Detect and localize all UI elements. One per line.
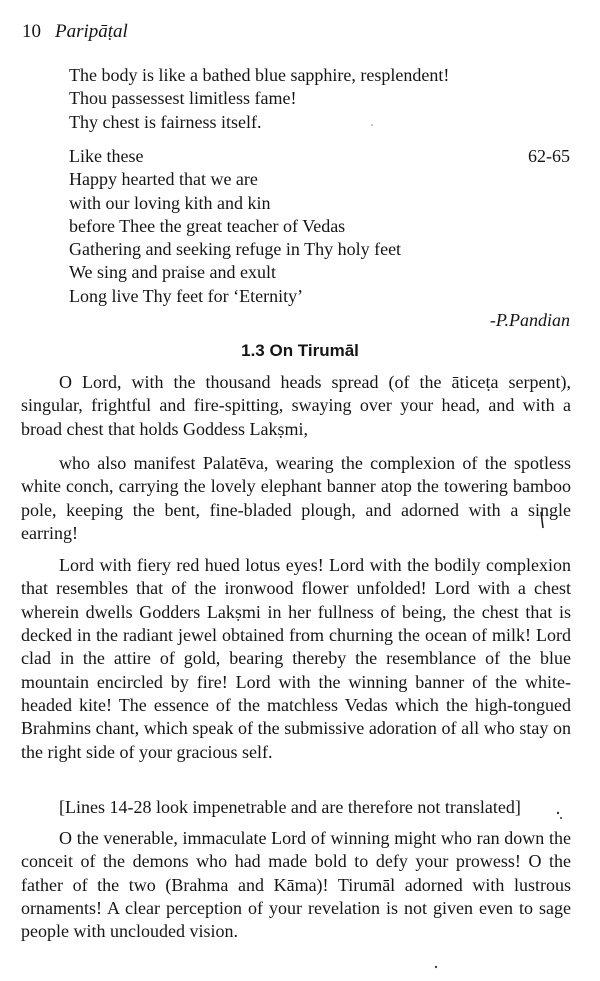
paragraph-text: O Lord, with the thousand heads spread (of the āticeṭa serpent), singular, frightful and fire-spitting, swaying over your head, and with a broad chest that holds Goddess Lakṣmi, bbox=[21, 372, 571, 439]
paragraph bbox=[21, 371, 571, 441]
running-header bbox=[22, 20, 128, 44]
paragraph-text: [Lines 14-28 look impenetrable and are therefore not translated] bbox=[59, 797, 521, 817]
paragraph-text: who also manifest Palatēva, wearing the complexion of the spotless white conch, carrying the lovely elephant banner atop the towering bamboo pole, keeping the bent, fine-bladed plough, and adorned with a single earring! bbox=[21, 453, 571, 544]
verse-line: Gathering and seeking refuge in Thy holy feet bbox=[69, 239, 402, 260]
verse-line: before Thee the great teacher of Vedas bbox=[69, 215, 346, 236]
paragraph-text: Lord with fiery red hued lotus eyes! Lord with the bodily complexion that resembles that of the ironwood flower unfolded! Lord with a chest wherein dwells Godders Lakṣmi in her fullness of being, the chest that is decked in the radiant jewel obtained from churning the ocean of milk! Lord clad in the attire of gold, bearing thereby the resemblance of the blue mountain encircled by fire! Lord with the winning banner of the white-headed kite! The essence of the matchless Vedas which the high-tongued Brahmins chant, which speak of the submissive adoration of all who stay on the right side of your gracious self. bbox=[21, 555, 571, 762]
book-title: Paripāṭal bbox=[55, 21, 128, 42]
paragraph bbox=[21, 796, 571, 819]
verse-line: Long live Thy feet for ‘Eternity’ bbox=[69, 285, 304, 306]
page-number: 10 bbox=[22, 21, 41, 42]
section-title: 1.3 On Tirumāl bbox=[241, 341, 359, 360]
attribution: -P.Pandian bbox=[489, 310, 570, 330]
verse-line: Like these bbox=[69, 146, 144, 166]
verse-line: with our loving kith and kin bbox=[69, 192, 271, 213]
paragraph bbox=[21, 827, 571, 944]
paragraph bbox=[21, 452, 571, 545]
verse-block-2 bbox=[69, 145, 579, 308]
verse-reference: 62-65 bbox=[528, 146, 570, 166]
paragraph-text: O the venerable, immaculate Lord of winning might who ran down the conceit of the demons who had made bold to defy your prowess! O the father of the two (Brahma and Kāma)! Tirumāl adorned with lustrous ornaments! A clear perception of your revelation is not given even to sage people with unclouded vision. bbox=[21, 828, 571, 942]
verse-block-1 bbox=[69, 64, 579, 134]
verse-line: Thy chest is fairness itself. bbox=[69, 111, 262, 132]
verse-line: We sing and praise and exult bbox=[69, 262, 276, 283]
paragraph bbox=[21, 554, 571, 764]
verse-line: Happy hearted that we are bbox=[69, 169, 258, 190]
verse-line: Thou passessest limitless fame! bbox=[69, 88, 297, 109]
verse-line: The body is like a bathed blue sapphire, resplendent! bbox=[69, 65, 450, 85]
